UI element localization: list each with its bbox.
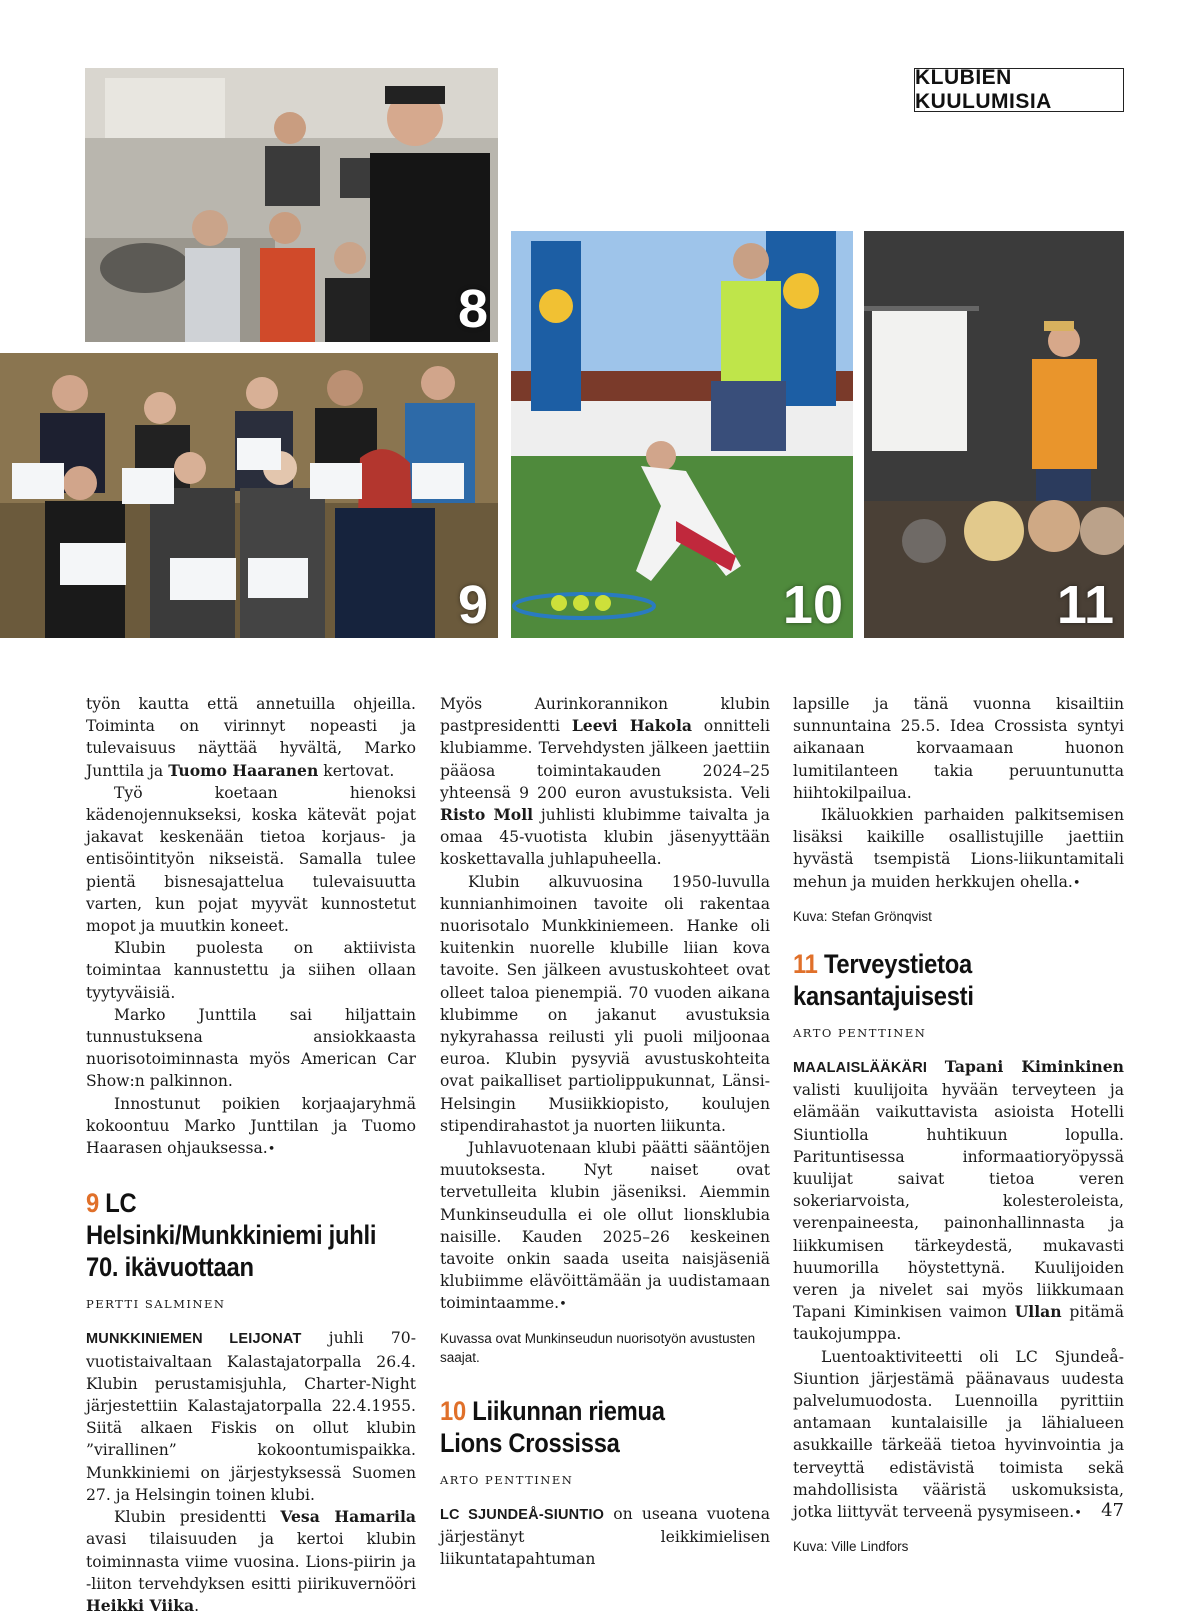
photo-11 bbox=[864, 231, 1124, 638]
photo-8 bbox=[85, 68, 498, 342]
paragraph: lapsille ja tänä vuonna kisailtiin sunnuntaina 25.5. Idea Crossista syntyi aikanaan korvaamaan huonon lumitilanteen takia peruuntunutta hiihtokilpailua. bbox=[793, 695, 1124, 802]
article-11-byline: ARTO PENTTINEN bbox=[793, 1025, 927, 1040]
paragraph: Klubin puolesta on aktiivista toimintaa kannustettu ja siihen ollaan tyytyväisiä. bbox=[86, 939, 416, 1002]
article-10-title: 10 Liikunnan riemua Lions Crossissa bbox=[440, 1395, 665, 1458]
column-2 bbox=[440, 693, 770, 1571]
section-tag: KLUBIEN KUULUMISIA bbox=[914, 68, 1124, 112]
end-mark: • bbox=[1074, 1506, 1082, 1522]
paragraph: MAALAISLÄÄKÄRI Tapani Kiminkinen valisti kuulijoita hyvään terveyteen ja elämään vaikuttavista asioista Hotelli Siuntiolla huhtikuun lopulla. Parituntisessa informaatioryöpyssä kuulijat saivat tietoa veren sokeriarvoista, kolesteroleista, verenpaineesta, painonhallinnasta ja liikkumisen tärkeydestä, mukavasti huumorilla höystettynä. Kuulijoiden veren ja nivelet sai myös liikkumaan Tapani Kiminkisen vaimon Ullan pitämä taukojumppa. bbox=[793, 1057, 1124, 1344]
photo-credit: Kuva: Ville Lindfors bbox=[793, 1539, 909, 1555]
photo-number-9: 9 bbox=[457, 575, 488, 635]
paragraph: Myös Aurinkorannikon klubin pastpresidentti Leevi Hakola onnitteli klubiamme. Tervehdysten jälkeen jaettiin pääosa toimintakauden 2024–25 yhteensä 9 200 euron avustuksista. Veli Risto Moll juhlisti klubimme taivalta ja omaa 45-vuotista klubin jäsenyyttään koskettavalla juhlapuheella. bbox=[440, 695, 771, 869]
photo-9 bbox=[0, 353, 498, 638]
article-9-title: 9 LC Helsinki/Munkkiniemi juhli 70. ikävuottaan bbox=[86, 1188, 377, 1283]
paragraph: Klubin alkuvuosina 1950-luvulla kunnianhimoinen tavoite oli rakentaa nuorisotalo Munkkiniemeen. Hanke oli kuitenkin nuorelle klubille liian kova tavoite. Sen jälkeen avustuskohteet ovat olleet taloa pienempiä. 70 vuoden aikana klubimme on jakanut avustuksia nykyrahassa reilusti yli puoli miljoonaa euroa. Klubin pysyviä avustuskohteita ovat paikalliset partiolippukunnat, Länsi-Helsingin Musiikkiopisto, koulujen stipendirahastot ja nuorten liikunta. bbox=[440, 872, 770, 1135]
paragraph: Juhlavuotenaan klubi päätti sääntöjen muutoksesta. Nyt naiset ovat tervetulleita klubin jäseniksi. Aiemmin Munkinseudulla ei ole ollut lionsklubia naisille. Kauden 2025–26 keskeinen tavoite onkin saada useita naisjäseniä klubiimme elävöittämään ja uudistamaan toimintaamme.• bbox=[440, 1139, 770, 1313]
paragraph: Ikäluokkien parhaiden palkitsemisen lisäksi kaikille osallistujille jaettiin hyvästä tsempistä Lions-liikuntamitali mehun ja muiden herkkujen ohella.• bbox=[793, 806, 1124, 891]
photo-number-11: 11 bbox=[1056, 575, 1114, 635]
paragraph: Innostunut poikien korjaajaryhmä kokoontuu Marko Junttilan ja Tuomo Haarasen ohjauksessa.• bbox=[86, 1094, 416, 1158]
column-3 bbox=[793, 693, 1124, 1556]
paragraph: Marko Junttila sai hiljattain tunnustuksena ansiokkaasta nuorisotoiminnasta myös American Car Show:n palkinnon. bbox=[86, 1005, 416, 1091]
paragraph: LC SJUNDEÅ-SIUNTIO on useana vuotena järjestänyt leikkimielisen liikuntatapahtuman bbox=[440, 1504, 770, 1569]
article-9-byline: PERTTI SALMINEN bbox=[86, 1297, 226, 1312]
paragraph: Klubin presidentti Vesa Hamarila avasi tilaisuuden ja kertoi klubin toiminnasta viime vuosina. Lions-piirin ja -liiton tervehdyksen esitti piirikuvernööri Heikki Viika. bbox=[86, 1507, 416, 1615]
photo-number-10: 10 bbox=[782, 575, 843, 635]
article-11-title: 11 Terveystietoa kansantajuisesti bbox=[793, 948, 974, 1011]
paragraph: Työ koetaan hienoksi kädenojennukseksi, koska kätevät pojat jakavat keskenään tietoa korjaus- ja entisöintityön nikseistä. Samalla tulee pientä bisnesajattelua tulevaisuutta varten, kun pojat myyvät kunnostetut mopot ja muutkin koneet. bbox=[86, 783, 416, 936]
end-mark: • bbox=[267, 1142, 276, 1158]
end-mark: • bbox=[559, 1297, 567, 1313]
photo-credit: Kuva: Stefan Grönqvist bbox=[793, 908, 932, 924]
photo-number-8: 8 bbox=[457, 279, 488, 339]
paragraph: MUNKKINIEMEN LEIJONAT juhli 70-vuotistaivaltaan Kalastajatorpalla 26.4. Klubin perustamisjuhla, Charter-Night järjestettiin Kalastajatorpalla 22.4.1955. Siitä alkaen Fiskis on ollut klubin ”virallinen” kokoontumispaikka. Munkkiniemi on järjestyksessä Suomen 27. ja Helsingin toinen klubi. bbox=[86, 1329, 416, 1504]
paragraph: työn kautta että annetuilla ohjeilla. Toiminta on virinnyt nopeasti ja tulevaisuus näyttää hyvältä, Marko Junttila ja Tuomo Haaranen kertovat. bbox=[86, 695, 416, 780]
end-mark: • bbox=[1072, 875, 1081, 891]
page-number: 47 bbox=[1101, 1500, 1124, 1521]
photo-caption: Kuvassa ovat Munkinseudun nuorisotyön avustusten saajat. bbox=[440, 1330, 756, 1365]
column-1 bbox=[86, 693, 416, 1617]
photo-10 bbox=[511, 231, 853, 638]
paragraph: Luentoaktiviteetti oli LC Sjundeå-Siuntion järjestämä päänavaus uudesta palvelumuodosta. Luennoilla pyrittiin antamaan kuntalaisille ja lähialueen asukkaille tärkeää tietoa hyvinvointia ja terveyttä edistävistä toimista sekä mahdollisista vääristä uskomuksista, jotka liittyvät terveenä pysymiseen.• bbox=[793, 1347, 1124, 1522]
article-10-byline: ARTO PENTTINEN bbox=[440, 1472, 574, 1487]
